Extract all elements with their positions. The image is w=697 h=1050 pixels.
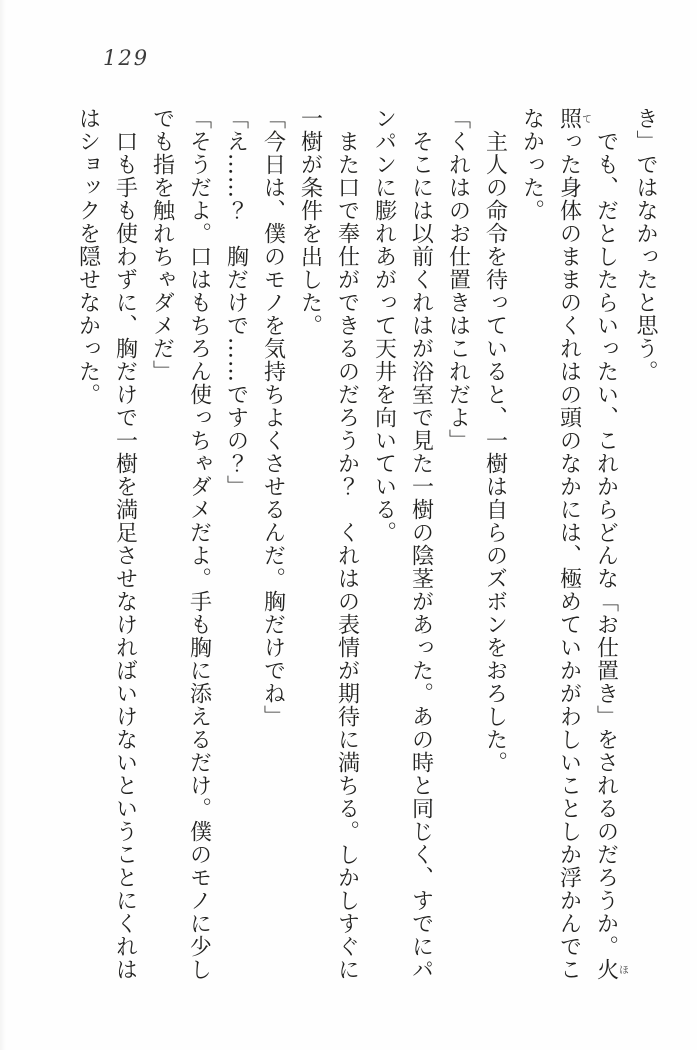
paragraph: 「え……？ 胸だけで……ですの？」 — [223, 107, 249, 498]
paragraph: そこには以前くれはが浴室で見た一樹の陰茎があった。あの時と同じく、すでにパンパンに膨れあがって天井を向いている。 — [371, 107, 434, 981]
furigana-ruby: 照て — [556, 107, 591, 130]
paragraph: 「そうだよ。口はもちろん使っちゃダメだよ。手も胸に添えるだけ。僕のモノに少しでも指を触れちゃダメだ」 — [149, 107, 212, 981]
furigana-ruby: 火ほ — [593, 958, 628, 981]
paragraph: 口も手も使わずに、胸だけで一樹を満足させなければいけないということにくれははショックを隠せなかった。 — [75, 107, 138, 981]
paragraph: き」ではなかったと思う。 — [633, 107, 658, 383]
page-number: 129 — [103, 46, 150, 70]
paragraph: 「今日は、僕のモノを気持ちよくさせるんだ。胸だけでね」 — [260, 107, 286, 728]
text-block — [70, 107, 665, 995]
paragraph: でも、だとしたらいったい、これからどんな「お仕置き」をされるのだろうか。火ほ照てった身体のままのくれはの頭のなかには、極めていかがわしいことしか浮かんでこなかった。 — [519, 107, 628, 981]
paragraph: 主人の命令を待っていると、一樹は自らのズボンをおろした。 — [482, 130, 508, 774]
paragraph: 「くれはのお仕置きはこれだよ」 — [445, 107, 471, 452]
paragraph: また口で奉仕ができるのだろうか？ くれはの表情が期待に満ちる。しかしすぐに一樹が条件を出した。 — [297, 107, 360, 981]
